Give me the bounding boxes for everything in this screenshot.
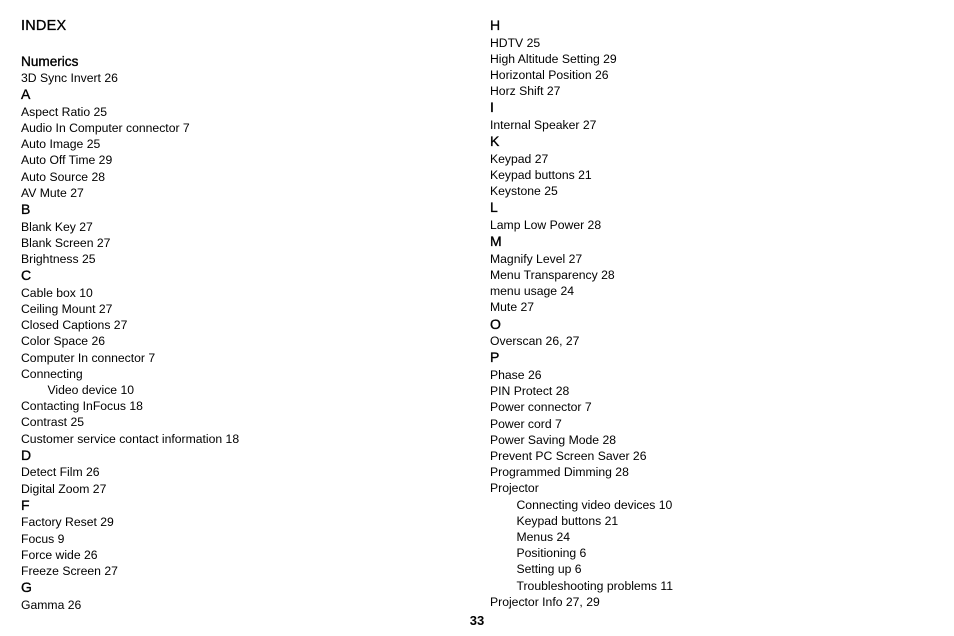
section-heading: I bbox=[490, 99, 494, 116]
index-entry: Power Saving Mode 28 bbox=[490, 432, 617, 447]
index-entry: Force wide 26 bbox=[21, 547, 98, 562]
section-heading: H bbox=[490, 17, 501, 33]
section-heading: G bbox=[21, 579, 32, 596]
index-entry: High Altitude Setting 29 bbox=[490, 51, 617, 66]
section-heading: C bbox=[21, 267, 32, 284]
index-entry: Blank Screen 27 bbox=[21, 235, 111, 250]
index-entry: Gamma 26 bbox=[21, 597, 82, 612]
index-entry: Color Space 26 bbox=[21, 334, 106, 349]
section-heading: M bbox=[490, 233, 502, 250]
index-column-right bbox=[490, 17, 673, 610]
index-entry: Prevent PC Screen Saver 26 bbox=[490, 449, 647, 464]
index-subentry: Connecting video devices 10 bbox=[516, 497, 673, 512]
section-heading: D bbox=[21, 446, 32, 463]
section-heading: L bbox=[490, 199, 498, 216]
section-heading: Numerics bbox=[21, 54, 79, 69]
index-entry: Contacting InFocus 18 bbox=[21, 399, 143, 414]
index-entry: Contrast 25 bbox=[21, 415, 85, 430]
section-heading: A bbox=[21, 86, 31, 103]
index-entry: Customer service contact information 18 bbox=[21, 431, 240, 446]
index-entry: Cable box 10 bbox=[21, 285, 93, 300]
index-subentry: Setting up 6 bbox=[516, 562, 582, 577]
index-subentry: Keypad buttons 21 bbox=[516, 513, 619, 528]
index-entry: Aspect Ratio 25 bbox=[21, 104, 108, 119]
index-entry: Projector Info 27, 29 bbox=[490, 594, 600, 609]
index-entry: Focus 9 bbox=[21, 531, 65, 546]
page-number: 33 bbox=[469, 613, 485, 628]
index-entry: Horz Shift 27 bbox=[490, 84, 561, 99]
index-entry: Horizontal Position 26 bbox=[490, 68, 609, 82]
index-entry: Closed Captions 27 bbox=[21, 318, 128, 333]
index-entry: Mute 27 bbox=[490, 300, 535, 315]
index-column-left bbox=[21, 53, 239, 613]
index-entry: Audio In Computer connector 7 bbox=[21, 121, 190, 135]
index-entry: Freeze Screen 27 bbox=[21, 564, 118, 579]
index-entry: HDTV 25 bbox=[490, 35, 541, 50]
index-entry: 3D Sync Invert 26 bbox=[21, 71, 118, 85]
index-entry: Internal Speaker 27 bbox=[490, 118, 597, 132]
index-subentry: Menus 24 bbox=[516, 530, 571, 545]
index-entry: Keystone 25 bbox=[490, 184, 558, 199]
section-heading: K bbox=[490, 133, 500, 150]
section-heading: O bbox=[490, 315, 501, 332]
index-entry: Detect Film 26 bbox=[21, 465, 100, 480]
index-entry: Programmed Dimming 28 bbox=[490, 465, 629, 480]
index-entry: Keypad buttons 21 bbox=[490, 168, 592, 182]
index-entry: Factory Reset 29 bbox=[21, 515, 114, 530]
index-entry: Phase 26 bbox=[490, 368, 542, 382]
index-subentry: Positioning 6 bbox=[516, 546, 587, 561]
index-entry: Projector bbox=[490, 481, 539, 496]
index-entry: Ceiling Mount 27 bbox=[21, 302, 113, 317]
index-entry: Brightness 25 bbox=[21, 252, 96, 267]
index-entry: Magnify Level 27 bbox=[490, 251, 583, 266]
section-heading: P bbox=[490, 349, 500, 366]
page-title: INDEX bbox=[21, 18, 67, 34]
index-entry: Computer In connector 7 bbox=[21, 350, 156, 365]
index-entry: Auto Image 25 bbox=[21, 137, 101, 152]
index-entry: Power connector 7 bbox=[490, 400, 592, 415]
index-entry: Lamp Low Power 28 bbox=[490, 218, 602, 232]
index-entry: Menu Transparency 28 bbox=[490, 268, 615, 282]
index-entry: Overscan 26, 27 bbox=[490, 334, 580, 349]
index-entry: Auto Off Time 29 bbox=[21, 153, 113, 168]
index-entry: Blank Key 27 bbox=[21, 219, 93, 234]
index-entry: Auto Source 28 bbox=[21, 169, 106, 184]
index-entry: Connecting bbox=[21, 366, 83, 381]
section-heading: F bbox=[21, 496, 30, 513]
index-entry: Keypad 27 bbox=[490, 151, 549, 166]
index-entry: AV Mute 27 bbox=[21, 185, 84, 200]
index-entry: menu usage 24 bbox=[490, 284, 575, 299]
index-subentry: Troubleshooting problems 11 bbox=[516, 578, 673, 593]
index-subentry: Video device 10 bbox=[47, 383, 135, 398]
index-entry: Digital Zoom 27 bbox=[21, 481, 107, 496]
index-entry: PIN Protect 28 bbox=[490, 384, 570, 399]
index-entry: Power cord 7 bbox=[490, 416, 562, 431]
section-heading: B bbox=[21, 201, 31, 218]
